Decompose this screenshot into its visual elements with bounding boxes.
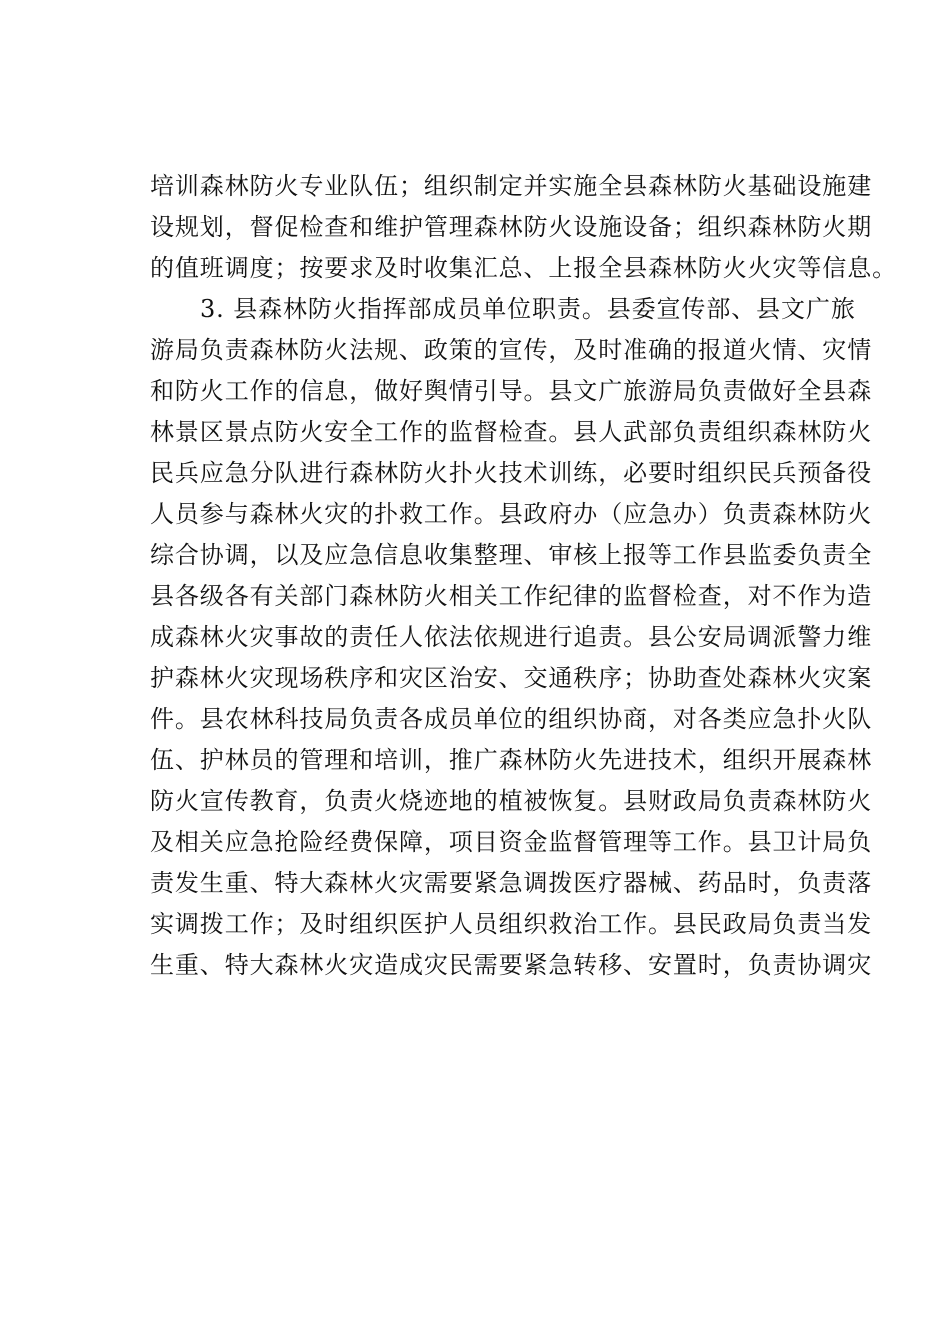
text-line: 县各级各有关部门森林防火相关工作纪律的监督检查，对不作为造: [150, 582, 873, 610]
text-line: 设规划，督促检查和维护管理森林防火设施设备；组织森林防火期: [150, 213, 873, 241]
text-line: 件。县农林科技局负责各成员单位的组织协商，对各类应急扑火队: [150, 705, 873, 733]
text-line: 林景区景点防火安全工作的监督检查。县人武部负责组织森林防火: [150, 418, 873, 446]
text-line: 和防火工作的信息，做好舆情引导。县文广旅游局负责做好全县森: [150, 377, 873, 405]
text-line: 生重、特大森林火灾造成灾民需要紧急转移、安置时，负责协调灾: [150, 951, 873, 979]
text-line: 及相关应急抢险经费保障，项目资金监督管理等工作。县卫计局负: [150, 828, 873, 856]
text-line: 防火宣传教育，负责火烧迹地的植被恢复。县财政局负责森林防火: [150, 787, 873, 815]
body-text: [150, 166, 897, 986]
text-line: 责发生重、特大森林火灾需要紧急调拨医疗器械、药品时，负责落: [150, 869, 873, 897]
paragraph-start-line: 3. 县森林防火指挥部成员单位职责。县委宣传部、县文广旅: [200, 295, 856, 323]
text-line: 成森林火灾事故的责任人依法依规进行追责。县公安局调派警力维: [150, 623, 873, 651]
text-line: 的值班调度；按要求及时收集汇总、上报全县森林防火火灾等信息。: [150, 254, 897, 282]
text-line: 人员参与森林火灾的扑救工作。县政府办（应急办）负责森林防火: [150, 500, 873, 528]
text-line: 培训森林防火专业队伍；组织制定并实施全县森林防火基础设施建: [150, 172, 873, 200]
text-line: 综合协调，以及应急信息收集整理、审核上报等工作县监委负责全: [150, 541, 873, 569]
text-line: 实调拨工作；及时组织医护人员组织救治工作。县民政局负责当发: [150, 910, 873, 938]
text-line: 民兵应急分队进行森林防火扑火技术训练，必要时组织民兵预备役: [150, 459, 873, 487]
text-line: 游局负责森林防火法规、政策的宣传，及时准确的报道火情、灾情: [150, 336, 873, 364]
text-line: 护森林火灾现场秩序和灾区治安、交通秩序；协助查处森林火灾案: [150, 664, 873, 692]
text-line: 伍、护林员的管理和培训，推广森林防火先进技术，组织开展森林: [150, 746, 873, 774]
